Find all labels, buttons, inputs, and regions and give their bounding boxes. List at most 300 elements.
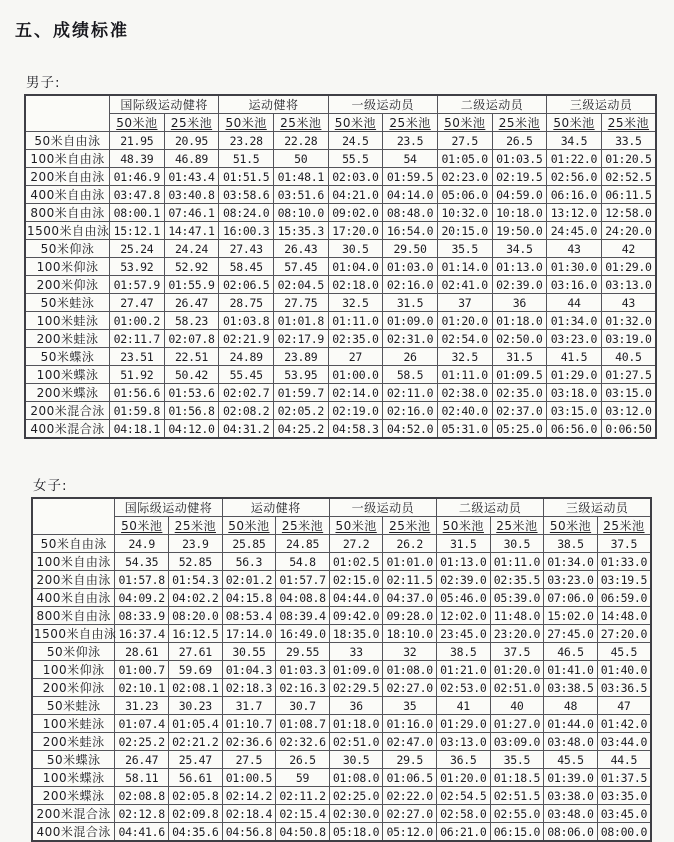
event-row: [32, 697, 651, 715]
value-cell: 23:45.0: [437, 625, 491, 643]
value-cell: 38.5: [437, 643, 491, 661]
value-cell: 08:53.4: [222, 607, 276, 625]
value-cell: 32.5: [437, 348, 492, 366]
value-cell: 03:23.0: [544, 571, 598, 589]
value-cell: 23:20.0: [490, 625, 544, 643]
corner-cell: [25, 95, 110, 132]
value-cell: 04:41.6: [115, 823, 169, 842]
value-cell: 08:20.0: [169, 607, 223, 625]
value-cell: 31.5: [383, 294, 438, 312]
event-row: [32, 643, 651, 661]
value-cell: 26: [383, 348, 438, 366]
value-cell: 46.89: [164, 150, 219, 168]
value-cell: 11:48.0: [490, 607, 544, 625]
value-cell: 04:12.0: [164, 420, 219, 439]
value-cell: 43: [547, 240, 602, 258]
value-cell: 16:54.0: [383, 222, 438, 240]
value-cell: 02:29.5: [329, 679, 383, 697]
value-cell: 45.5: [544, 751, 598, 769]
value-cell: 02:35.0: [492, 384, 547, 402]
value-cell: 04:44.0: [329, 589, 383, 607]
value-cell: 01:42.0: [597, 715, 651, 733]
event-cell: 100米自由泳: [32, 553, 115, 571]
value-cell: 01:03.8: [219, 312, 274, 330]
value-cell: 02:18.0: [328, 276, 383, 294]
value-cell: 02:51.0: [490, 679, 544, 697]
value-cell: 16:00.3: [219, 222, 274, 240]
pool-header: 25米池: [276, 517, 330, 535]
event-cell: 400米混合泳: [32, 823, 115, 842]
value-cell: 02:16.0: [383, 276, 438, 294]
value-cell: 01:55.9: [164, 276, 219, 294]
value-cell: 04:59.0: [492, 186, 547, 204]
value-cell: 24.9: [115, 535, 169, 553]
value-cell: 31.7: [222, 697, 276, 715]
value-cell: 01:02.5: [329, 553, 383, 571]
value-cell: 02:02.7: [219, 384, 274, 402]
value-cell: 54.8: [276, 553, 330, 571]
value-cell: 24.85: [276, 535, 330, 553]
value-cell: 02:15.0: [329, 571, 383, 589]
value-cell: 25.24: [110, 240, 165, 258]
value-cell: 15:12.1: [110, 222, 165, 240]
event-cell: 200米自由泳: [25, 168, 110, 186]
value-cell: 55.45: [219, 366, 274, 384]
value-cell: 04:37.0: [383, 589, 437, 607]
level-header: 国际级运动健将: [115, 498, 222, 517]
value-cell: 35: [383, 697, 437, 715]
value-cell: 02:47.0: [383, 733, 437, 751]
event-row: [32, 589, 651, 607]
value-cell: 01:04.0: [328, 258, 383, 276]
value-cell: 01:27.0: [490, 715, 544, 733]
value-cell: 01:18.0: [492, 312, 547, 330]
value-cell: 02:50.0: [492, 330, 547, 348]
value-cell: 58.23: [164, 312, 219, 330]
event-row: [25, 258, 656, 276]
event-row: [25, 222, 656, 240]
value-cell: 02:35.5: [490, 571, 544, 589]
event-row: [32, 805, 651, 823]
value-cell: 24:20.0: [601, 222, 656, 240]
value-cell: 08:00.0: [597, 823, 651, 842]
value-cell: 02:21.9: [219, 330, 274, 348]
value-cell: 01:30.0: [547, 258, 602, 276]
value-cell: 01:13.0: [437, 553, 491, 571]
value-cell: 02:38.0: [437, 384, 492, 402]
value-cell: 03:48.0: [544, 805, 598, 823]
value-cell: 02:01.2: [222, 571, 276, 589]
value-cell: 04:14.0: [383, 186, 438, 204]
value-cell: 01:57.7: [276, 571, 330, 589]
value-cell: 06:11.5: [601, 186, 656, 204]
value-cell: 01:59.5: [383, 168, 438, 186]
value-cell: 02:10.1: [115, 679, 169, 697]
value-cell: 02:05.8: [169, 787, 223, 805]
value-cell: 02:35.0: [328, 330, 383, 348]
value-cell: 02:19.0: [328, 402, 383, 420]
value-cell: 02:22.0: [383, 787, 437, 805]
value-cell: 02:36.6: [222, 733, 276, 751]
value-cell: 22.51: [164, 348, 219, 366]
value-cell: 05:31.0: [437, 420, 492, 439]
level-header: 一级运动员: [328, 95, 437, 114]
event-row: [25, 348, 656, 366]
value-cell: 45.5: [597, 643, 651, 661]
value-cell: 01:01.8: [273, 312, 328, 330]
value-cell: 06:15.0: [490, 823, 544, 842]
event-cell: 100米仰泳: [32, 661, 115, 679]
value-cell: 02:54.0: [437, 330, 492, 348]
value-cell: 27: [328, 348, 383, 366]
event-cell: 200米混合泳: [32, 805, 115, 823]
value-cell: 48.39: [110, 150, 165, 168]
pool-header: 50米池: [437, 114, 492, 132]
value-cell: 21.95: [110, 132, 165, 150]
pool-header: 25米池: [383, 517, 437, 535]
value-cell: 31.23: [115, 697, 169, 715]
value-cell: 12:58.0: [601, 204, 656, 222]
value-cell: 27.47: [110, 294, 165, 312]
value-cell: 35.5: [490, 751, 544, 769]
event-cell: 50米蛙泳: [25, 294, 110, 312]
pool-header: 50米池: [115, 517, 169, 535]
value-cell: 40.5: [601, 348, 656, 366]
value-cell: 09:42.0: [329, 607, 383, 625]
event-row: [25, 420, 656, 439]
value-cell: 48: [544, 697, 598, 715]
value-cell: 03:23.0: [547, 330, 602, 348]
value-cell: 02:11.5: [383, 571, 437, 589]
value-cell: 30.23: [169, 697, 223, 715]
value-cell: 04:25.2: [273, 420, 328, 439]
event-row: [25, 294, 656, 312]
value-cell: 22.28: [273, 132, 328, 150]
value-cell: 01:04.3: [222, 661, 276, 679]
level-header: 三级运动员: [544, 498, 651, 517]
value-cell: 26.5: [276, 751, 330, 769]
value-cell: 50: [273, 150, 328, 168]
event-cell: 100米蝶泳: [25, 366, 110, 384]
value-cell: 03:09.0: [490, 733, 544, 751]
event-cell: 400米混合泳: [25, 420, 110, 439]
value-cell: 01:00.7: [115, 661, 169, 679]
event-cell: 200米蛙泳: [25, 330, 110, 348]
event-row: [32, 769, 651, 787]
value-cell: 02:51.0: [329, 733, 383, 751]
value-cell: 51.5: [219, 150, 274, 168]
value-cell: 02:04.5: [273, 276, 328, 294]
value-cell: 36.5: [437, 751, 491, 769]
value-cell: 02:31.0: [383, 330, 438, 348]
value-cell: 15:35.3: [273, 222, 328, 240]
value-cell: 01:46.9: [110, 168, 165, 186]
value-cell: 24.24: [164, 240, 219, 258]
value-cell: 02:12.8: [115, 805, 169, 823]
value-cell: 01:57.9: [110, 276, 165, 294]
value-cell: 27:45.0: [544, 625, 598, 643]
value-cell: 02:37.0: [492, 402, 547, 420]
event-cell: 800米自由泳: [32, 607, 115, 625]
value-cell: 04:08.8: [276, 589, 330, 607]
value-cell: 02:05.2: [273, 402, 328, 420]
value-cell: 04:31.2: [219, 420, 274, 439]
value-cell: 01:39.0: [544, 769, 598, 787]
value-cell: 26.5: [492, 132, 547, 150]
value-cell: 10:32.0: [437, 204, 492, 222]
event-row: [32, 535, 651, 553]
value-cell: 01:09.5: [492, 366, 547, 384]
value-cell: 24.5: [328, 132, 383, 150]
value-cell: 28.61: [115, 643, 169, 661]
value-cell: 07:06.0: [544, 589, 598, 607]
value-cell: 01:08.0: [383, 661, 437, 679]
value-cell: 27.2: [329, 535, 383, 553]
event-cell: 100米蝶泳: [32, 769, 115, 787]
value-cell: 43: [601, 294, 656, 312]
value-cell: 02:16.0: [383, 402, 438, 420]
value-cell: 02:11.0: [383, 384, 438, 402]
value-cell: 02:21.2: [169, 733, 223, 751]
event-row: [25, 330, 656, 348]
value-cell: 01:44.0: [544, 715, 598, 733]
event-cell: 400米自由泳: [32, 589, 115, 607]
value-cell: 02:16.3: [276, 679, 330, 697]
value-cell: 02:39.0: [437, 571, 491, 589]
level-header: 三级运动员: [547, 95, 656, 114]
value-cell: 01:05.0: [437, 150, 492, 168]
value-cell: 33: [329, 643, 383, 661]
value-cell: 01:03.0: [383, 258, 438, 276]
value-cell: 01:51.5: [219, 168, 274, 186]
value-cell: 01:33.0: [597, 553, 651, 571]
value-cell: 08:48.0: [383, 204, 438, 222]
value-cell: 51.92: [110, 366, 165, 384]
level-header-row: [25, 95, 656, 114]
event-row: [25, 168, 656, 186]
value-cell: 53.95: [273, 366, 328, 384]
value-cell: 02:18.4: [222, 805, 276, 823]
value-cell: 23.51: [110, 348, 165, 366]
value-cell: 59: [276, 769, 330, 787]
pool-header: 50米池: [437, 517, 491, 535]
value-cell: 30.5: [329, 751, 383, 769]
value-cell: 34.5: [547, 132, 602, 150]
event-row: [32, 553, 651, 571]
event-cell: 800米自由泳: [25, 204, 110, 222]
value-cell: 03:58.6: [219, 186, 274, 204]
value-cell: 09:02.0: [328, 204, 383, 222]
value-cell: 02:07.8: [164, 330, 219, 348]
value-cell: 01:22.0: [547, 150, 602, 168]
value-cell: 01:00.5: [222, 769, 276, 787]
event-cell: 200米蝶泳: [25, 384, 110, 402]
event-cell: 50米蝶泳: [25, 348, 110, 366]
value-cell: 58.11: [115, 769, 169, 787]
level-header: 运动健将: [222, 498, 329, 517]
value-cell: 17:14.0: [222, 625, 276, 643]
value-cell: 01:18.5: [490, 769, 544, 787]
value-cell: 04:18.1: [110, 420, 165, 439]
event-row: [32, 625, 651, 643]
value-cell: 05:39.0: [490, 589, 544, 607]
value-cell: 54.35: [115, 553, 169, 571]
event-row: [25, 312, 656, 330]
value-cell: 01:29.0: [601, 258, 656, 276]
event-cell: 100米蛙泳: [25, 312, 110, 330]
value-cell: 54: [383, 150, 438, 168]
pool-header: 50米池: [544, 517, 598, 535]
value-cell: 03:13.0: [601, 276, 656, 294]
value-cell: 02:39.0: [492, 276, 547, 294]
event-cell: 200米自由泳: [32, 571, 115, 589]
value-cell: 01:34.0: [547, 312, 602, 330]
value-cell: 01:34.0: [544, 553, 598, 571]
value-cell: 55.5: [328, 150, 383, 168]
pool-header: 50米池: [328, 114, 383, 132]
value-cell: 01:07.4: [115, 715, 169, 733]
value-cell: 02:51.5: [490, 787, 544, 805]
event-row: [25, 402, 656, 420]
value-cell: 27.61: [169, 643, 223, 661]
value-cell: 01:20.0: [437, 312, 492, 330]
event-row: [25, 150, 656, 168]
value-cell: 01:32.0: [601, 312, 656, 330]
value-cell: 01:48.1: [273, 168, 328, 186]
event-row: [32, 733, 651, 751]
men-section: [24, 71, 674, 439]
value-cell: 37.5: [597, 535, 651, 553]
value-cell: 59.69: [169, 661, 223, 679]
value-cell: 40: [490, 697, 544, 715]
event-cell: 50米仰泳: [25, 240, 110, 258]
value-cell: 01:41.0: [544, 661, 598, 679]
level-header: 二级运动员: [437, 95, 546, 114]
value-cell: 23.9: [169, 535, 223, 553]
event-row: [32, 715, 651, 733]
value-cell: 04:15.8: [222, 589, 276, 607]
value-cell: 02:08.1: [169, 679, 223, 697]
event-row: [25, 240, 656, 258]
value-cell: 03:16.0: [547, 276, 602, 294]
event-cell: 200米蝶泳: [32, 787, 115, 805]
value-cell: 02:09.8: [169, 805, 223, 823]
value-cell: 02:08.8: [115, 787, 169, 805]
value-cell: 37.5: [490, 643, 544, 661]
value-cell: 24.89: [219, 348, 274, 366]
value-cell: 20:15.0: [437, 222, 492, 240]
value-cell: 02:08.2: [219, 402, 274, 420]
event-cell: 50米蝶泳: [32, 751, 115, 769]
value-cell: 42: [601, 240, 656, 258]
value-cell: 02:11.2: [276, 787, 330, 805]
event-cell: 200米仰泳: [25, 276, 110, 294]
value-cell: 01:03.5: [492, 150, 547, 168]
value-cell: 01:11.0: [490, 553, 544, 571]
value-cell: 27.75: [273, 294, 328, 312]
pool-header: 50米池: [222, 517, 276, 535]
value-cell: 10:18.0: [492, 204, 547, 222]
value-cell: 23.5: [383, 132, 438, 150]
value-cell: 06:56.0: [547, 420, 602, 439]
event-cell: 100米自由泳: [25, 150, 110, 168]
pool-header: 25米池: [273, 114, 328, 132]
value-cell: 03:40.8: [164, 186, 219, 204]
value-cell: 02:58.0: [437, 805, 491, 823]
value-cell: 02:18.3: [222, 679, 276, 697]
value-cell: 01:09.0: [383, 312, 438, 330]
value-cell: 14:48.0: [597, 607, 651, 625]
value-cell: 02:27.0: [383, 679, 437, 697]
value-cell: 03:15.0: [601, 384, 656, 402]
value-cell: 32: [383, 643, 437, 661]
value-cell: 0:06:50: [601, 420, 656, 439]
value-cell: 16:37.4: [115, 625, 169, 643]
value-cell: 18:35.0: [329, 625, 383, 643]
value-cell: 01:59.8: [110, 402, 165, 420]
value-cell: 02:41.0: [437, 276, 492, 294]
event-cell: 200米仰泳: [32, 679, 115, 697]
level-header: 国际级运动健将: [110, 95, 219, 114]
event-row: [25, 366, 656, 384]
pool-header: 25米池: [492, 114, 547, 132]
value-cell: 46.5: [544, 643, 598, 661]
value-cell: 25.47: [169, 751, 223, 769]
value-cell: 02:30.0: [329, 805, 383, 823]
value-cell: 52.85: [169, 553, 223, 571]
pool-header-row: [25, 114, 656, 132]
value-cell: 01:06.5: [383, 769, 437, 787]
women-standards-table: [31, 497, 652, 842]
level-header: 运动健将: [219, 95, 328, 114]
value-cell: 03:45.0: [597, 805, 651, 823]
value-cell: 01:09.0: [329, 661, 383, 679]
value-cell: 01:56.8: [164, 402, 219, 420]
event-cell: 50米蛙泳: [32, 697, 115, 715]
value-cell: 01:14.0: [437, 258, 492, 276]
event-row: [32, 679, 651, 697]
value-cell: 08:33.9: [115, 607, 169, 625]
event-cell: 50米自由泳: [25, 132, 110, 150]
value-cell: 16:12.5: [169, 625, 223, 643]
value-cell: 30.7: [276, 697, 330, 715]
value-cell: 03:12.0: [601, 402, 656, 420]
value-cell: 02:03.0: [328, 168, 383, 186]
value-cell: 31.5: [437, 535, 491, 553]
value-cell: 25.85: [222, 535, 276, 553]
value-cell: 04:09.2: [115, 589, 169, 607]
value-cell: 02:56.0: [547, 168, 602, 186]
value-cell: 01:37.5: [597, 769, 651, 787]
value-cell: 44.5: [597, 751, 651, 769]
value-cell: 02:25.0: [329, 787, 383, 805]
value-cell: 01:01.0: [383, 553, 437, 571]
value-cell: 01:54.3: [169, 571, 223, 589]
value-cell: 01:21.0: [437, 661, 491, 679]
value-cell: 37: [437, 294, 492, 312]
value-cell: 01:08.0: [329, 769, 383, 787]
event-row: [32, 661, 651, 679]
value-cell: 26.43: [273, 240, 328, 258]
value-cell: 03:19.0: [601, 330, 656, 348]
value-cell: 08:39.4: [276, 607, 330, 625]
value-cell: 01:29.0: [437, 715, 491, 733]
event-row: [25, 186, 656, 204]
pool-header: 25米池: [490, 517, 544, 535]
value-cell: 26.47: [115, 751, 169, 769]
value-cell: 05:18.0: [329, 823, 383, 842]
pool-header: 50米池: [329, 517, 383, 535]
